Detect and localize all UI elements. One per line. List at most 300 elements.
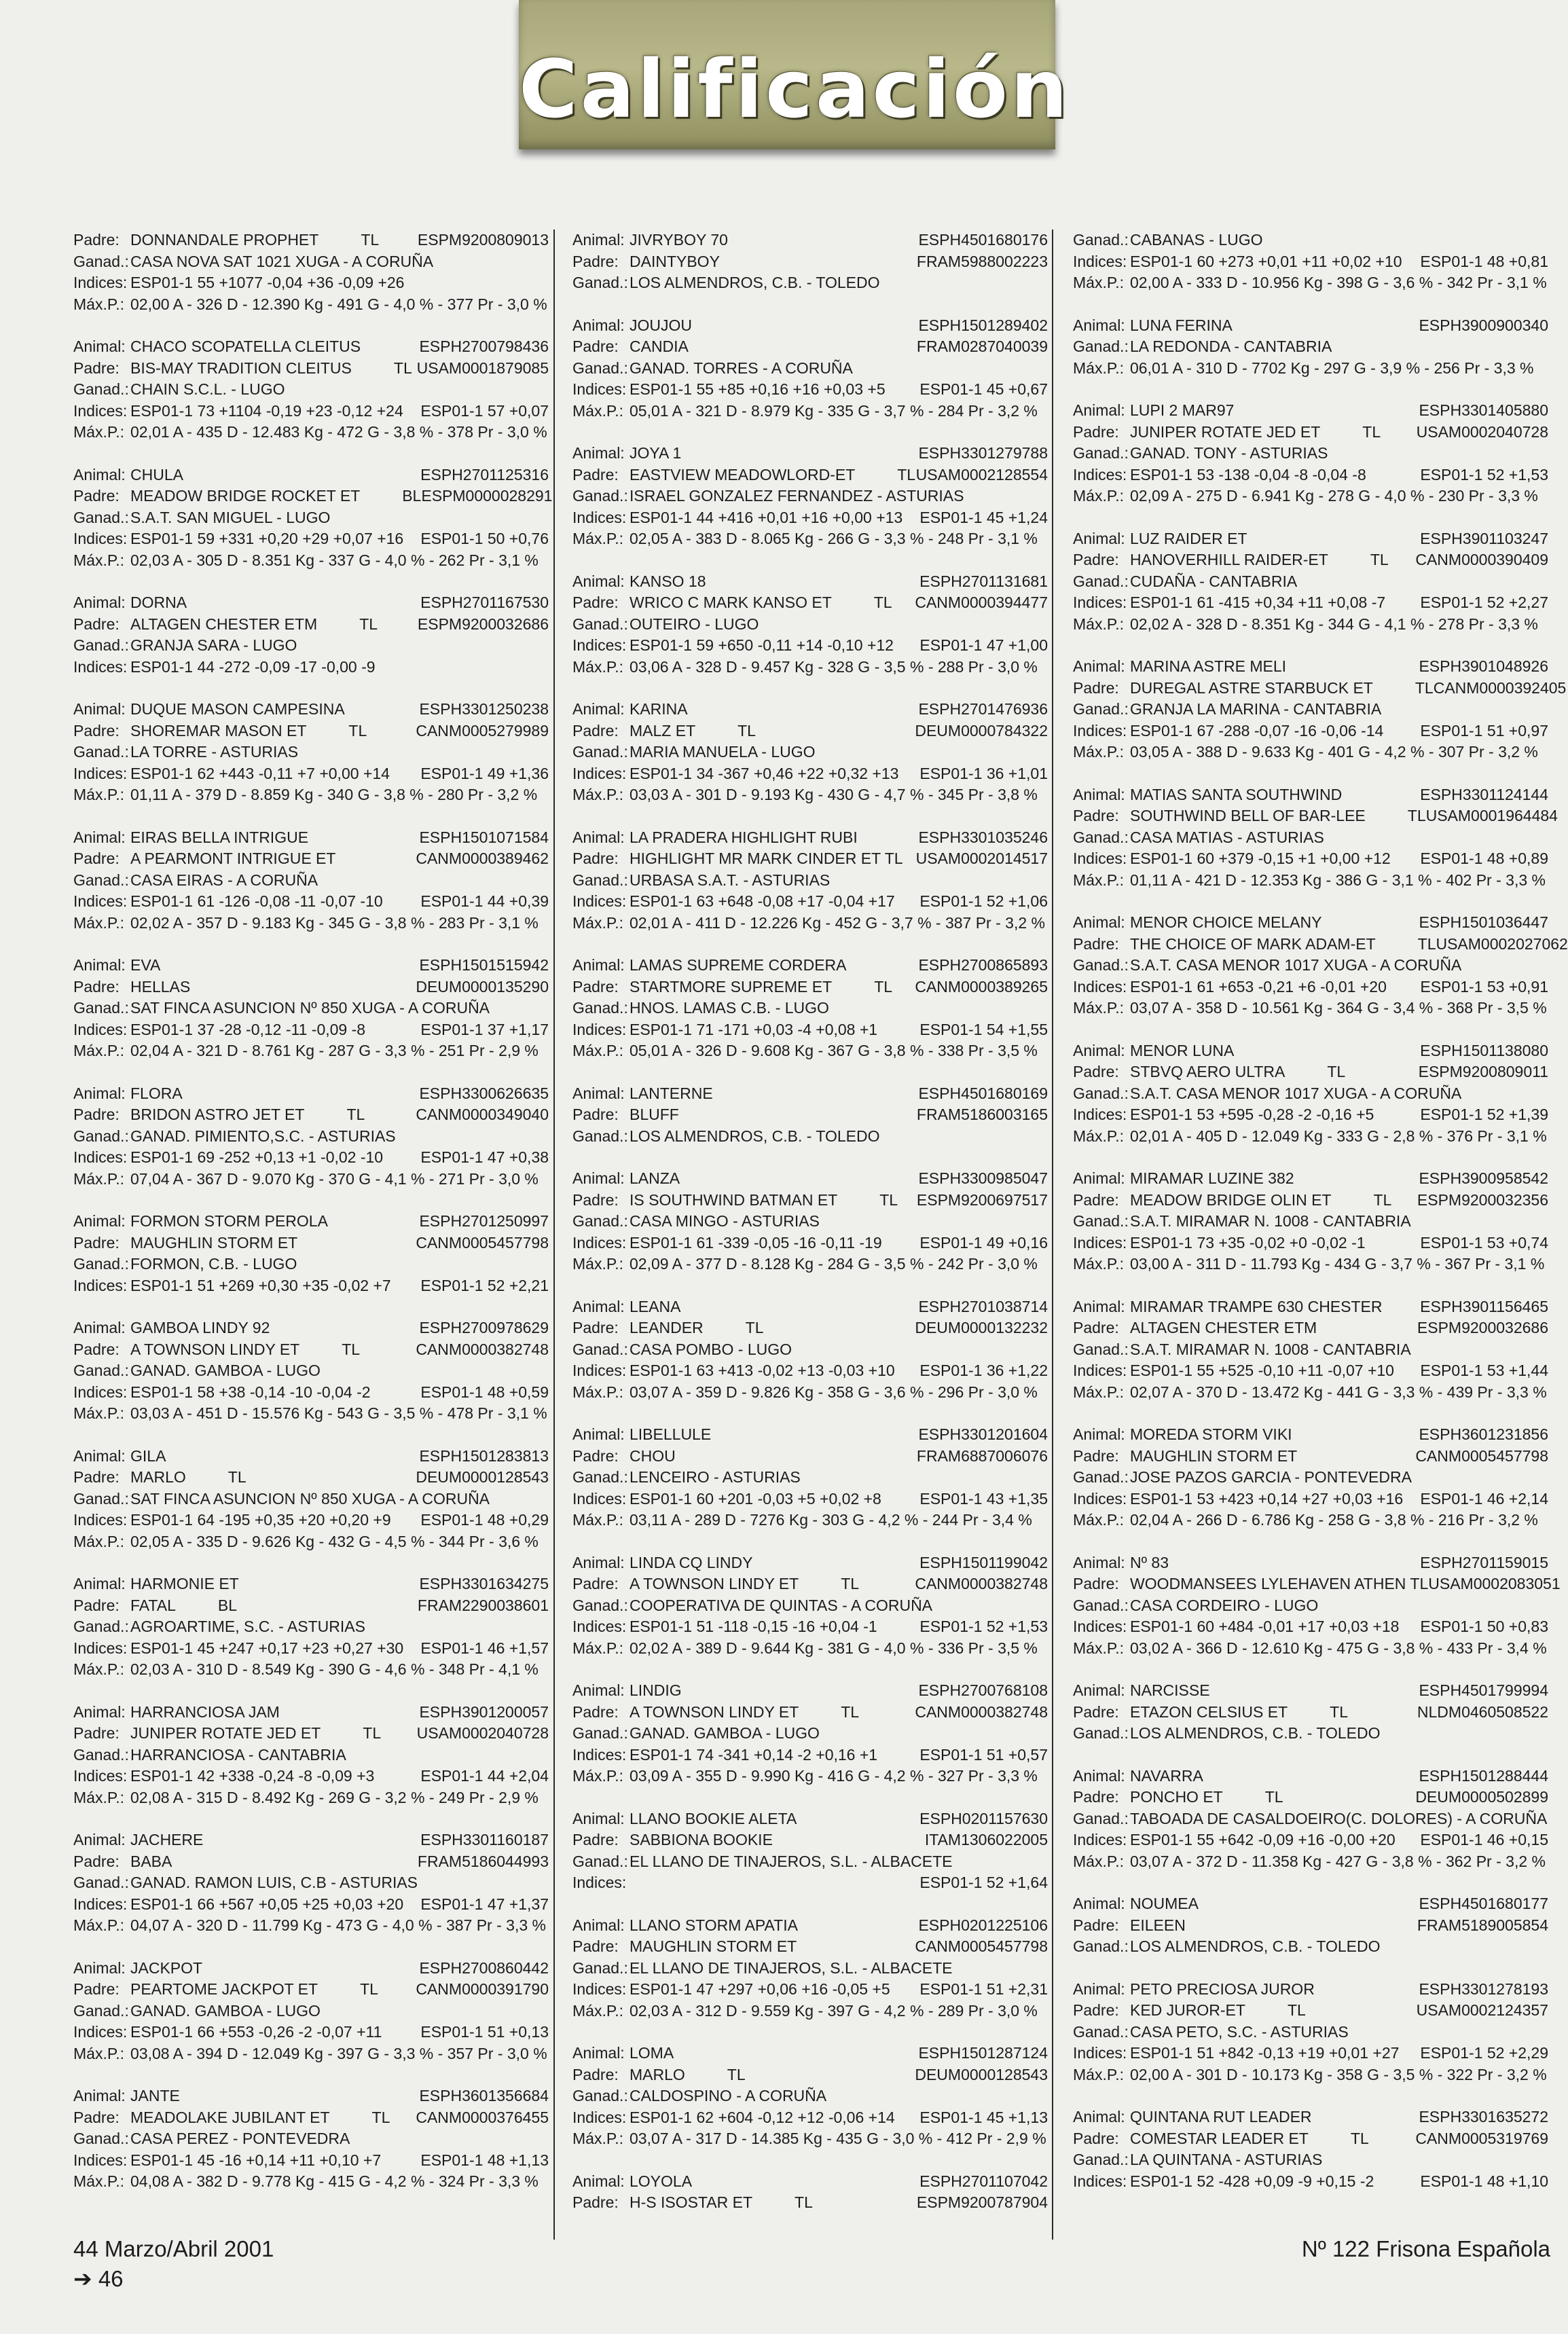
column-3: [1073, 230, 1568, 2213]
field-label: Padre:: [73, 1596, 120, 1614]
record-row: [1073, 998, 1548, 1019]
field-label: Ganad.:: [1073, 444, 1129, 462]
record-row: [572, 699, 1048, 721]
field-value: [1130, 1915, 1417, 1937]
animal-record: [73, 955, 549, 1062]
field-value-text: MEADOW BRIDGE ROCKET ET: [130, 487, 361, 505]
record-row: [73, 913, 549, 934]
field-label: Indices:: [572, 508, 627, 526]
field-value: [130, 1275, 420, 1297]
record-row: [572, 635, 1048, 657]
sire-class: TL: [371, 2108, 390, 2126]
field-value-text: ESP01-1 61 -339 -0,05 -16 -0,11 -19: [630, 1233, 882, 1252]
field-value-text: HARMONIE ET: [130, 1575, 239, 1592]
record-row: [572, 1979, 1048, 2001]
field-label: Padre:: [572, 1831, 619, 1848]
field-code: ESPH3301634275: [419, 1575, 549, 1592]
field-value: [1130, 1616, 1420, 1638]
record-row: [572, 358, 1048, 380]
field-label: Indices:: [572, 1874, 627, 1891]
field-value: [130, 1851, 418, 1873]
field-label: Animal:: [572, 700, 625, 718]
field-value: [130, 336, 419, 358]
field-code: CANM0005457798: [1415, 1446, 1548, 1465]
field-value-text: NARCISSE: [1130, 1681, 1210, 1699]
record-row: [73, 998, 549, 1019]
sire-class: TL: [342, 1340, 361, 1358]
record-row: [1073, 1808, 1548, 1830]
field-value: [630, 464, 916, 486]
field-label: Padre:: [572, 1446, 619, 1465]
field-value-text: ESP01-1 61 -126 -0,08 -11 -0,07 -10: [130, 892, 383, 910]
animal-record: [1073, 1168, 1548, 1275]
field-value: [630, 2128, 1048, 2150]
field-value: [130, 1147, 420, 1169]
field-label: Máx.P.:: [1073, 871, 1124, 889]
field-value: [630, 1360, 919, 1382]
field-value: [1130, 1254, 1548, 1275]
animal-record: [1073, 912, 1568, 1019]
field-code: ESPH2701107042: [919, 2172, 1048, 2190]
field-value: [1130, 870, 1548, 892]
field-label: Padre:: [73, 1340, 120, 1358]
field-label: Máx.P.:: [73, 2172, 124, 2190]
field-value-text: 02,02 A - 357 D - 9.183 Kg - 345 G - 3,8 % - 283 Pr - 3,1 %: [130, 913, 539, 932]
field-label: Padre:: [572, 2193, 619, 2211]
field-label: Padre:: [572, 1937, 619, 1955]
field-code: USAM0002128554: [915, 465, 1048, 484]
field-value-text: DAINTYBOY: [630, 252, 720, 270]
record-row: [73, 1403, 549, 1425]
animal-record: [73, 336, 549, 443]
record-row: [73, 635, 549, 657]
field-value: [630, 2064, 915, 2086]
field-code: ESPH2701250997: [419, 1212, 549, 1230]
record-row: [572, 2128, 1048, 2150]
field-value: [1130, 2128, 1415, 2150]
field-code: ESP01-1 48 +0,29: [420, 1511, 549, 1529]
record-row: [572, 742, 1048, 763]
field-value: [1130, 2171, 1420, 2193]
field-label: Ganad.:: [572, 1596, 628, 1614]
field-value-text: CASA CORDEIRO - LUGO: [1130, 1596, 1319, 1614]
field-code: FRAM2290038601: [417, 1596, 549, 1614]
field-value-text: ESP01-1 67 -288 -0,07 -16 -0,06 -14: [1130, 721, 1384, 740]
field-value: [630, 1766, 1048, 1787]
field-value-text: ESP01-1 60 +201 -0,03 +5 +0,02 +8: [630, 1489, 881, 1508]
field-value: [1130, 1766, 1419, 1787]
field-value: [630, 1616, 919, 1638]
field-value-text: MENOR CHOICE MELANY: [1130, 913, 1322, 931]
field-label: Animal:: [73, 1084, 126, 1102]
field-value-text: MOREDA STORM VIKI: [1130, 1425, 1292, 1443]
field-value-text: ESP01-1 53 -138 -0,04 -8 -0,04 -8: [1130, 465, 1366, 484]
field-label: Indices:: [1073, 1831, 1127, 1848]
field-value-text: ESP01-1 53 +595 -0,28 -2 -0,16 +5: [1130, 1106, 1374, 1123]
record-row: [572, 1958, 1048, 1980]
field-code: ESPH3901200057: [419, 1702, 549, 1721]
field-label: Ganad.:: [1073, 338, 1129, 355]
field-value-text: LANTERNE: [630, 1084, 713, 1102]
field-value-text: GANAD. PIMIENTO,S.C. - ASTURIAS: [130, 1127, 396, 1145]
field-value: [1130, 1595, 1548, 1617]
record-row: [572, 401, 1048, 422]
field-label: Ganad.:: [1073, 1724, 1129, 1742]
field-value: [1130, 1104, 1420, 1126]
field-label: Animal:: [73, 1212, 126, 1230]
field-value-text: 02,04 A - 266 D - 6.786 Kg - 258 G - 3,8 % - 216 Pr - 3,2 %: [1130, 1511, 1538, 1529]
field-value-text: EL LLANO DE TINAJEROS, S.L. - ALBACETE: [630, 1958, 953, 1977]
record-row: [572, 1296, 1048, 1318]
field-value-text: S.A.T. MIRAMAR N. 1008 - CANTABRIA: [1130, 1212, 1411, 1230]
field-value: [130, 592, 420, 614]
record-row: [73, 507, 549, 529]
record-row: [1073, 1851, 1548, 1873]
field-value-text: JACKPOT: [130, 1958, 203, 1977]
field-value: [130, 635, 549, 657]
field-code: ESP01-1 53 +1,44: [1420, 1362, 1548, 1379]
animal-record: [73, 827, 549, 934]
field-value-text: ESP01-1 64 -195 +0,35 +20 +0,20 +9: [130, 1511, 391, 1529]
animal-record: [572, 571, 1048, 678]
field-value-text: ESP01-1 73 +1104 -0,19 +23 -0,12 +24: [130, 401, 403, 420]
field-label: Máx.P.:: [572, 1042, 623, 1059]
field-value-text: JACHERE: [130, 1831, 204, 1848]
record-row: [1073, 1552, 1548, 1574]
record-row: [572, 1168, 1048, 1190]
record-row: [1073, 1339, 1548, 1361]
field-label: Máx.P.:: [572, 786, 623, 803]
field-value: [130, 998, 549, 1019]
field-label: Máx.P.:: [1073, 1127, 1124, 1145]
field-code: DEUM0000502899: [1415, 1788, 1548, 1806]
field-value-text: 01,11 A - 379 D - 8.859 Kg - 340 G - 3,8 % - 280 Pr - 3,2 %: [130, 786, 538, 803]
field-value-text: MEADOLAKE JUBILANT ET: [130, 2108, 330, 2126]
record-row: [572, 1211, 1048, 1233]
field-code: ESPH0201225106: [918, 1916, 1048, 1934]
record-row: [73, 1019, 549, 1041]
sire-class: TL: [1327, 1063, 1346, 1080]
field-value: [130, 784, 549, 806]
field-code: ESP01-1 47 +0,38: [420, 1148, 549, 1166]
field-value-text: MAUGHLIN STORM ET: [630, 1937, 797, 1955]
sire-class: TL: [346, 1106, 365, 1123]
record-row: [73, 955, 549, 977]
field-value: [1130, 721, 1420, 742]
field-value-text: 02,00 A - 333 D - 10.956 Kg - 398 G - 3,6 % - 342 Pr - 3,1 %: [1130, 274, 1547, 291]
field-value: [1130, 549, 1415, 571]
field-value-text: 06,01 A - 310 D - 7702 Kg - 297 G - 3,9 % - 256 Pr - 3,3 %: [1130, 359, 1534, 377]
record-row: [1073, 1360, 1548, 1382]
record-row: [73, 1616, 549, 1638]
animal-record: [572, 699, 1048, 806]
field-value: [1130, 272, 1548, 294]
animal-record: [1073, 1680, 1548, 1745]
field-label: Ganad.:: [73, 1362, 129, 1379]
field-value: [1130, 1168, 1419, 1190]
field-label: Indices:: [572, 1980, 627, 1998]
field-value: [130, 1702, 419, 1724]
animal-record: [1073, 1552, 1561, 1660]
record-row: [73, 2022, 549, 2043]
field-value: [130, 379, 549, 401]
field-code: CANM0000382748: [416, 1340, 549, 1358]
field-value: [1130, 1638, 1548, 1660]
animal-record: [73, 1211, 549, 1296]
record-row: [572, 1126, 1048, 1148]
record-row: [73, 550, 549, 572]
field-label: Máx.P.:: [73, 1916, 124, 1934]
field-code: USAM0002040728: [1416, 422, 1548, 441]
record-row: [73, 294, 549, 316]
field-label: Animal:: [572, 1681, 625, 1699]
animal-record: [1073, 1424, 1548, 1531]
record-row: [1073, 912, 1548, 934]
field-value-text: FORMON STORM PEROLA: [130, 1212, 328, 1230]
field-value: [1130, 827, 1548, 849]
field-code: ESPH1501515942: [419, 956, 549, 974]
record-row: [73, 2150, 549, 2172]
field-code: ESP01-1 48 +0,89: [1420, 850, 1548, 867]
field-value-text: ESP01-1 74 -341 +0,14 -2 +0,16 +1: [630, 1745, 878, 1764]
record-row: [572, 1233, 1048, 1254]
field-value: [630, 742, 1048, 763]
field-value: [630, 2043, 918, 2064]
field-label: Ganad.:: [572, 743, 628, 761]
field-value-text: JIVRYBOY 70: [630, 231, 728, 249]
field-label: Padre:: [1073, 678, 1119, 697]
field-code: ESPH2701167530: [420, 594, 549, 611]
field-label: Animal:: [1073, 1297, 1125, 1315]
record-row: [73, 1083, 549, 1105]
record-row: [1073, 1040, 1548, 1062]
field-value-text: LA PRADERA HIGHLIGHT RUBI: [630, 828, 858, 846]
record-row: [572, 1360, 1048, 1382]
field-label: Ganad.:: [73, 2001, 129, 2020]
field-value: [630, 721, 915, 742]
field-value-text: MARIA MANUELA - LUGO: [630, 743, 816, 761]
field-value-text: CASA PETO, S.C. - ASTURIAS: [1130, 2022, 1349, 2041]
record-row: [572, 2001, 1048, 2022]
field-label: Máx.P.:: [73, 913, 124, 932]
animal-record: [572, 230, 1048, 294]
animal-record: [73, 1317, 549, 1425]
sire-class: TL: [1330, 1702, 1349, 1721]
field-value-text: MATIAS SANTA SOUTHWIND: [1130, 785, 1343, 803]
field-code: ESP01-1 46 +1,57: [420, 1639, 549, 1657]
field-value: [630, 1851, 1048, 1873]
field-label: Animal:: [572, 1425, 625, 1443]
field-label: Indices:: [73, 1276, 128, 1294]
field-label: Ganad.:: [73, 252, 129, 270]
record-row: [73, 827, 549, 849]
record-row: [1073, 2107, 1548, 2128]
field-value-text: EL LLANO DE TINAJEROS, S.L. - ALBACETE: [630, 1852, 953, 1870]
field-value-text: HARRANCIOSA - CANTABRIA: [130, 1745, 346, 1764]
field-value: [630, 1446, 917, 1467]
field-label: Ganad.:: [1073, 1084, 1129, 1102]
field-value-text: MARLO: [130, 1468, 186, 1486]
field-value: [130, 1573, 419, 1595]
record-row: [572, 1510, 1048, 1531]
field-value: [130, 1766, 420, 1787]
animal-record: [572, 443, 1048, 550]
field-label: Animal:: [572, 231, 625, 249]
field-value: [1130, 1424, 1419, 1446]
field-value: [130, 1745, 549, 1766]
field-code: CANM0005319769: [1415, 2129, 1548, 2147]
page-number-date: 44 Marzo/Abril 2001: [73, 2236, 274, 2261]
field-label: Animal:: [572, 2044, 625, 2062]
record-row: [73, 742, 549, 763]
field-code: ESP01-1 49 +0,16: [919, 1233, 1048, 1252]
field-label: Padre:: [1073, 1063, 1119, 1080]
sire-class: TL: [363, 1724, 382, 1742]
record-row: [572, 2085, 1048, 2107]
sire-class: TL: [393, 359, 412, 377]
field-value-text: 03,11 A - 289 D - 7276 Kg - 303 G - 4,2 % - 244 Pr - 3,4 %: [630, 1511, 1032, 1529]
field-value-text: MEADOW BRIDGE OLIN ET: [1130, 1190, 1332, 1209]
sire-class: TL: [227, 1468, 247, 1486]
column-divider: [1052, 230, 1053, 2240]
field-value-text: LLANO STORM APATIA: [630, 1916, 798, 1934]
record-row: [572, 870, 1048, 892]
record-row: [1073, 721, 1548, 742]
field-value-text: 02,09 A - 377 D - 8.128 Kg - 284 G - 3,5 % - 242 Pr - 3,0 %: [630, 1255, 1038, 1273]
field-value: [1130, 1446, 1415, 1467]
animal-record: [572, 315, 1048, 422]
record-row: [1073, 870, 1548, 892]
field-code: ESP01-1 52 +1,64: [919, 1874, 1048, 1891]
field-label: Ganad.:: [1073, 828, 1129, 846]
field-value: [1130, 1680, 1419, 1702]
field-value: [130, 358, 417, 380]
field-code: ESPH2700860442: [419, 1958, 549, 1977]
record-row: [572, 2064, 1048, 2086]
animal-record: [73, 1702, 549, 1809]
field-value-text: MIRAMAR LUZINE 382: [1130, 1169, 1294, 1187]
field-code: ESPM9200809011: [1418, 1063, 1548, 1080]
field-label: Padre:: [73, 1724, 120, 1742]
field-value: [630, 443, 918, 464]
sire-class: TL: [348, 721, 367, 740]
record-row: [572, 977, 1048, 998]
field-value-text: 05,01 A - 326 D - 9.608 Kg - 367 G - 3,8 % - 338 Pr - 3,5 %: [630, 1042, 1038, 1059]
record-row: [572, 528, 1048, 550]
field-label: Animal:: [572, 316, 625, 334]
field-code: ESPH4501680176: [918, 231, 1048, 249]
field-value: [130, 1787, 549, 1809]
field-value-text: 03,03 A - 301 D - 9.193 Kg - 430 G - 4,7 % - 345 Pr - 3,8 %: [630, 786, 1038, 803]
sire-class: TL: [841, 1575, 860, 1592]
record-row: [1073, 934, 1568, 955]
field-value: [1130, 592, 1420, 614]
field-value: [130, 1446, 419, 1467]
field-value-text: LEANA: [630, 1297, 681, 1315]
field-value: [130, 2085, 419, 2107]
record-row: [73, 1915, 549, 1937]
record-row: [1073, 2022, 1548, 2043]
field-value: [630, 870, 1048, 892]
field-value-text: ESP01-1 42 +338 -0,24 -8 -0,09 +3: [130, 1767, 375, 1785]
field-value: [130, 977, 416, 998]
field-value: [630, 1915, 918, 1937]
record-row: [572, 571, 1048, 593]
field-value: [1130, 1339, 1548, 1361]
animal-record: [1073, 528, 1548, 636]
record-row: [73, 699, 549, 721]
record-row: [1073, 955, 1548, 977]
field-value: [1130, 1467, 1548, 1489]
field-label: Padre:: [73, 850, 120, 867]
record-row: [73, 1872, 549, 1894]
field-code: ESPH1501138080: [1420, 1041, 1548, 1059]
field-value-text: CASA MINGO - ASTURIAS: [630, 1212, 820, 1230]
sire-class: TL: [745, 1319, 764, 1336]
field-label: Padre:: [572, 1575, 619, 1592]
field-label: Padre:: [73, 1233, 120, 1252]
field-value-text: JOUJOU: [630, 316, 692, 334]
field-value: [630, 1680, 918, 1702]
field-value-text: BRIDON ASTRO JET ET: [130, 1106, 305, 1123]
field-label: Padre:: [1073, 551, 1119, 568]
field-label: Padre:: [572, 1106, 619, 1123]
field-label: Animal:: [1073, 1169, 1125, 1187]
field-code: ESP01-1 45 +1,24: [919, 508, 1048, 526]
field-value: [1130, 1083, 1548, 1105]
record-row: [73, 2107, 549, 2129]
field-value-text: 03,08 A - 394 D - 12.049 Kg - 397 G - 3,3 % - 357 Pr - 3,0 %: [130, 2044, 547, 2062]
record-row: [1073, 1168, 1548, 1190]
record-row: [572, 1317, 1048, 1339]
field-code: ESPH3901048926: [1419, 657, 1548, 675]
animal-record: [73, 464, 553, 572]
field-label: Animal:: [1073, 529, 1125, 547]
sire-class: TL: [360, 1980, 378, 1998]
field-value: [630, 1723, 1048, 1745]
field-value-text: CASA POMBO - LUGO: [630, 1340, 792, 1358]
field-label: Máx.P.:: [572, 657, 623, 676]
field-code: ESPH2701131681: [919, 572, 1048, 590]
record-row: [572, 1638, 1048, 1660]
animal-record: [572, 1552, 1048, 1660]
field-value: [630, 2107, 919, 2129]
animal-record: [1073, 2107, 1548, 2192]
field-value: [130, 955, 419, 977]
field-value: [130, 657, 549, 678]
field-value-text: 07,04 A - 367 D - 9.070 Kg - 370 G - 4,1 % - 271 Pr - 3,0 %: [130, 1169, 539, 1188]
field-value-text: 03,09 A - 355 D - 9.990 Kg - 416 G - 4,2 % - 327 Pr - 3,3 %: [630, 1767, 1038, 1785]
record-row: [1073, 1829, 1548, 1851]
field-value: [130, 1019, 420, 1041]
field-value-text: COMESTAR LEADER ET: [1130, 2129, 1309, 2147]
field-label: Indices:: [73, 1511, 128, 1529]
record-row: [572, 1467, 1048, 1489]
field-label: Padre:: [73, 2108, 120, 2126]
field-value-text: 05,01 A - 321 D - 8.979 Kg - 335 G - 3,7 % - 284 Pr - 3,2 %: [630, 401, 1038, 420]
animal-record: [1073, 656, 1567, 763]
field-value-text: COOPERATIVA DE QUINTAS - A CORUÑA: [630, 1596, 933, 1614]
field-value-text: LLANO BOOKIE ALETA: [630, 1809, 797, 1827]
field-value-text: LEANDER: [630, 1319, 704, 1336]
field-value-text: 02,03 A - 312 D - 9.559 Kg - 397 G - 4,2 % - 289 Pr - 3,0 %: [630, 2001, 1038, 2020]
field-value: [630, 657, 1048, 678]
field-value-text: ESP01-1 55 +525 -0,10 +11 -0,07 +10: [1130, 1362, 1394, 1379]
record-row: [1073, 1467, 1548, 1489]
record-row: [572, 2043, 1048, 2064]
field-label: Padre:: [1073, 807, 1119, 824]
field-label: Máx.P.:: [572, 1255, 623, 1273]
